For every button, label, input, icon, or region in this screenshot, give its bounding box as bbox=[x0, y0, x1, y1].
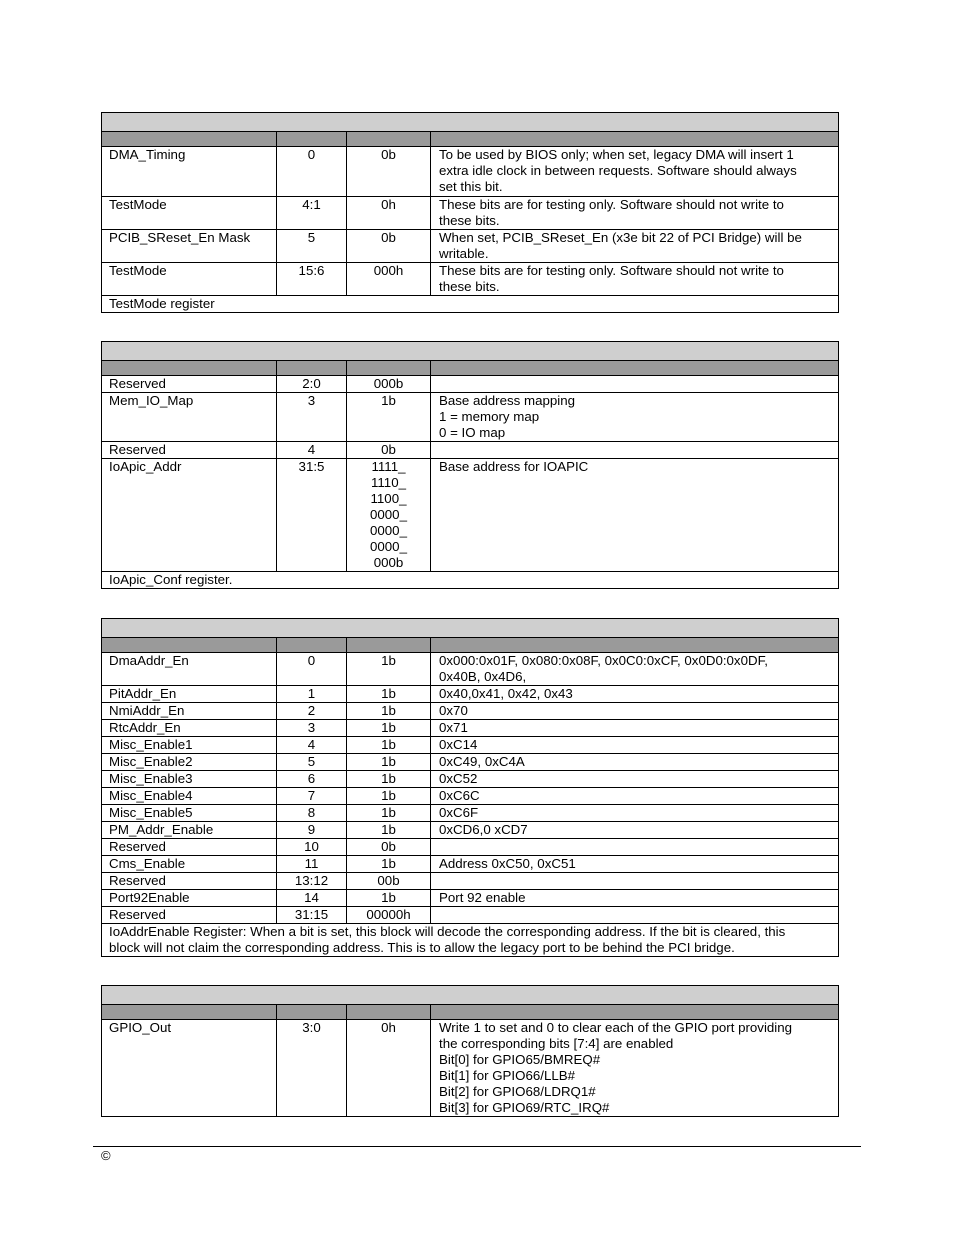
table-header-row bbox=[102, 361, 839, 376]
table-row bbox=[102, 197, 839, 230]
description: 0xC52 bbox=[431, 771, 839, 788]
table-header-row bbox=[102, 638, 839, 653]
description bbox=[431, 442, 839, 459]
default-value: 1b bbox=[347, 754, 431, 771]
table-header-row bbox=[102, 132, 839, 147]
bits: 6 bbox=[277, 771, 347, 788]
field-name: Misc_Enable2 bbox=[102, 754, 277, 771]
field-name: PM_Addr_Enable bbox=[102, 822, 277, 839]
copyright-symbol: © bbox=[101, 1148, 111, 1163]
field-name: IoApic_Addr bbox=[102, 459, 277, 572]
table-row bbox=[102, 653, 839, 686]
table-row bbox=[102, 856, 839, 873]
field-name: Reserved bbox=[102, 873, 277, 890]
table-row bbox=[102, 393, 839, 442]
default-value: 1b bbox=[347, 737, 431, 754]
description: 0xC6C bbox=[431, 788, 839, 805]
bits: 10 bbox=[277, 839, 347, 856]
description bbox=[431, 839, 839, 856]
table-row bbox=[102, 907, 839, 924]
field-name: Misc_Enable4 bbox=[102, 788, 277, 805]
table-title-bar bbox=[102, 342, 839, 361]
field-name: Reserved bbox=[102, 376, 277, 393]
description: 0x71 bbox=[431, 720, 839, 737]
bits: 4:1 bbox=[277, 197, 347, 230]
bits: 4 bbox=[277, 737, 347, 754]
description: Port 92 enable bbox=[431, 890, 839, 907]
default-value: 0b bbox=[347, 839, 431, 856]
description bbox=[431, 873, 839, 890]
table-title-bar bbox=[102, 986, 839, 1005]
testmode-register-table bbox=[101, 112, 839, 313]
default-value: 1b bbox=[347, 393, 431, 442]
default-value: 1b bbox=[347, 653, 431, 686]
field-name: Port92Enable bbox=[102, 890, 277, 907]
table-caption: TestMode register bbox=[102, 296, 839, 313]
default-value: 1b bbox=[347, 856, 431, 873]
description: Write 1 to set and 0 to clear each of the GPIO port providing the corresponding bits [7:4] are enabled Bit[0] for GPIO65/BMREQ# Bit[1] for GPIO66/LLB# Bit[2] for GPIO68/LDRQ1# Bit[3] for GPIO69/RTC_IRQ# bbox=[431, 1020, 839, 1117]
bits: 2:0 bbox=[277, 376, 347, 393]
default-value: 0b bbox=[347, 442, 431, 459]
default-value: 1b bbox=[347, 720, 431, 737]
bits: 31:15 bbox=[277, 907, 347, 924]
description: 0xC14 bbox=[431, 737, 839, 754]
default-value: 1b bbox=[347, 890, 431, 907]
table-caption-row bbox=[102, 924, 839, 957]
default-value: 1b bbox=[347, 686, 431, 703]
table-row bbox=[102, 147, 839, 197]
default-value: 00000h bbox=[347, 907, 431, 924]
table-row bbox=[102, 442, 839, 459]
field-name: Reserved bbox=[102, 839, 277, 856]
field-name: DmaAddr_En bbox=[102, 653, 277, 686]
default-value: 0b bbox=[347, 147, 431, 197]
table-title-bar bbox=[102, 113, 839, 132]
bits: 9 bbox=[277, 822, 347, 839]
bits: 8 bbox=[277, 805, 347, 822]
description: 0xC6F bbox=[431, 805, 839, 822]
description: 0x000:0x01F, 0x080:0x08F, 0x0C0:0xCF, 0x0D0:0x0DF, 0x40B, 0x4D6, bbox=[431, 653, 839, 686]
bits: 3:0 bbox=[277, 1020, 347, 1117]
footer-divider bbox=[93, 1146, 861, 1147]
bits: 1 bbox=[277, 686, 347, 703]
bits: 5 bbox=[277, 230, 347, 263]
table-row bbox=[102, 788, 839, 805]
field-name: RtcAddr_En bbox=[102, 720, 277, 737]
default-value: 0b bbox=[347, 230, 431, 263]
table-caption: IoAddrEnable Register: When a bit is set, this block will decode the corresponding address. If the bit is cleared, this block will not claim the corresponding address. This is to allow the legacy port to be behind the PCI bridge. bbox=[102, 924, 839, 957]
field-name: Mem_IO_Map bbox=[102, 393, 277, 442]
default-value: 1111_ 1110_ 1100_ 0000_ 0000_ 0000_ 000b bbox=[347, 459, 431, 572]
field-name: PitAddr_En bbox=[102, 686, 277, 703]
field-name: Misc_Enable3 bbox=[102, 771, 277, 788]
table-row bbox=[102, 1020, 839, 1117]
bits: 0 bbox=[277, 147, 347, 197]
bits: 15:6 bbox=[277, 263, 347, 296]
default-value: 00b bbox=[347, 873, 431, 890]
table-row bbox=[102, 686, 839, 703]
field-name: Misc_Enable5 bbox=[102, 805, 277, 822]
bits: 14 bbox=[277, 890, 347, 907]
description: When set, PCIB_SReset_En (x3e bit 22 of PCI Bridge) will be writable. bbox=[431, 230, 839, 263]
table-caption: IoApic_Conf register. bbox=[102, 572, 839, 589]
table-row bbox=[102, 805, 839, 822]
description: 0xC49, 0xC4A bbox=[431, 754, 839, 771]
field-name: Reserved bbox=[102, 442, 277, 459]
description: These bits are for testing only. Software should not write to these bits. bbox=[431, 197, 839, 230]
default-value: 1b bbox=[347, 703, 431, 720]
table-title-bar bbox=[102, 619, 839, 638]
description bbox=[431, 907, 839, 924]
bits: 2 bbox=[277, 703, 347, 720]
table-row bbox=[102, 703, 839, 720]
field-name: TestMode bbox=[102, 263, 277, 296]
description: These bits are for testing only. Software should not write to these bits. bbox=[431, 263, 839, 296]
bits: 3 bbox=[277, 393, 347, 442]
bits: 7 bbox=[277, 788, 347, 805]
table-row bbox=[102, 839, 839, 856]
default-value: 000b bbox=[347, 376, 431, 393]
description: Address 0xC50, 0xC51 bbox=[431, 856, 839, 873]
field-name: Cms_Enable bbox=[102, 856, 277, 873]
table-header-row bbox=[102, 1005, 839, 1020]
description: 0xCD6,0 xCD7 bbox=[431, 822, 839, 839]
ioapic-conf-register-table bbox=[101, 341, 839, 589]
description: 0x70 bbox=[431, 703, 839, 720]
table-row bbox=[102, 263, 839, 296]
table-row bbox=[102, 822, 839, 839]
default-value: 000h bbox=[347, 263, 431, 296]
default-value: 1b bbox=[347, 822, 431, 839]
field-name: NmiAddr_En bbox=[102, 703, 277, 720]
table-row bbox=[102, 771, 839, 788]
field-name: GPIO_Out bbox=[102, 1020, 277, 1117]
description: Base address mapping 1 = memory map 0 = IO map bbox=[431, 393, 839, 442]
field-name: PCIB_SReset_En Mask bbox=[102, 230, 277, 263]
table-caption-row bbox=[102, 296, 839, 313]
default-value: 1b bbox=[347, 805, 431, 822]
table-row bbox=[102, 720, 839, 737]
table-row bbox=[102, 376, 839, 393]
table-row bbox=[102, 230, 839, 263]
table-row bbox=[102, 754, 839, 771]
table-row bbox=[102, 890, 839, 907]
description bbox=[431, 376, 839, 393]
bits: 13:12 bbox=[277, 873, 347, 890]
table-caption-row bbox=[102, 572, 839, 589]
table-row bbox=[102, 873, 839, 890]
table-row bbox=[102, 737, 839, 754]
bits: 4 bbox=[277, 442, 347, 459]
field-name: Misc_Enable1 bbox=[102, 737, 277, 754]
default-value: 0h bbox=[347, 1020, 431, 1117]
description: 0x40,0x41, 0x42, 0x43 bbox=[431, 686, 839, 703]
field-name: Reserved bbox=[102, 907, 277, 924]
ioaddrenable-register-table bbox=[101, 618, 839, 957]
field-name: DMA_Timing bbox=[102, 147, 277, 197]
field-name: TestMode bbox=[102, 197, 277, 230]
bits: 5 bbox=[277, 754, 347, 771]
default-value: 1b bbox=[347, 771, 431, 788]
default-value: 0h bbox=[347, 197, 431, 230]
bits: 31:5 bbox=[277, 459, 347, 572]
bits: 3 bbox=[277, 720, 347, 737]
table-row bbox=[102, 459, 839, 572]
description: To be used by BIOS only; when set, legacy DMA will insert 1 extra idle clock in between requests. Software should always set this bit. bbox=[431, 147, 839, 197]
default-value: 1b bbox=[347, 788, 431, 805]
gpio-register-table bbox=[101, 985, 839, 1117]
description: Base address for IOAPIC bbox=[431, 459, 839, 572]
bits: 11 bbox=[277, 856, 347, 873]
bits: 0 bbox=[277, 653, 347, 686]
